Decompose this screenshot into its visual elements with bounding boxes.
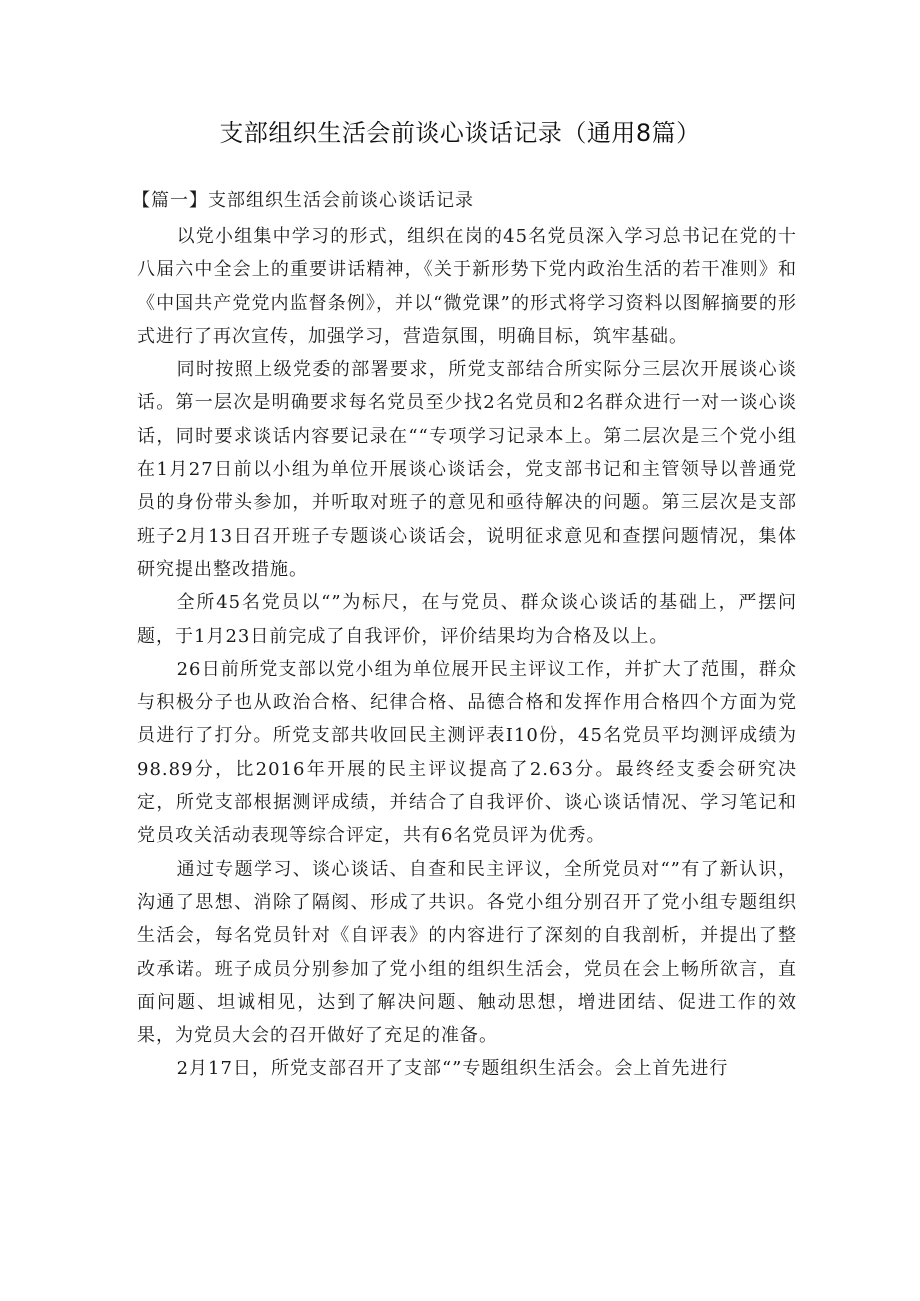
paragraph: 通过专题学习、谈心谈话、自查和民主评议，全所党员对“”有了新认识，沟通了思想、消除了隔阂、形成了共识。各党小组分别召开了党小组专题组织生活会，每名党员针对《自评表》的内容进行了深刻的自我剖析，并提出了整改承诺。班子成员分别参加了党小组的组织生活会，党员在会上畅所欲言，直面问题、坦诚相见，达到了解决问题、触动思想，增进团结、促进工作的效果，为党员大会的召开做好了充足的准备。 xyxy=(137,858,797,1047)
paragraph: 以党小组集中学习的形式，组织在岗的45名党员深入学习总书记在党的十八届六中全会上的重要讲话精神，《关于新形势下党内政治生活的若干准则》和《中国共产党党内监督条例》，并以“微党课”的形式将学习资料以图解摘要的形式进行了再次宣传，加强学习，营造氛围，明确目标，筑牢基础。 xyxy=(137,226,797,347)
paragraph: 全所45名党员以“”为标尺，在与党员、群众谈心谈话的基础上，严摆问题，于1月23日前完成了自我评价，评价结果均为合格及以上。 xyxy=(137,592,797,647)
document-body xyxy=(137,220,797,1086)
paragraph: 2月17日，所党支部召开了支部“”专题组织生活会。会上首先进行 xyxy=(176,1058,729,1080)
document-title: 支部组织生活会前谈心谈话记录（通用8篇） xyxy=(219,119,701,147)
section-heading: 【篇一】支部组织生活会前谈心谈话记录 xyxy=(132,190,474,211)
paragraph: 同时按照上级党委的部署要求，所党支部结合所实际分三层次开展谈心谈话。第一层次是明确要求每名党员至少找2名党员和2名群众进行一对一谈心谈话，同时要求谈话内容要记录在““专项学习记录本上。第二层次是三个党小组在1月27日前以小组为单位开展谈心谈话会，党支部书记和主管领导以普通党员的身份带头参加，并听取对班子的意见和亟待解决的问题。第三层次是支部班子2月13日召开班子专题谈心谈话会，说明征求意见和查摆问题情况，集体研究提出整改措施。 xyxy=(137,359,797,580)
paragraph: 26日前所党支部以党小组为单位展开民主评议工作，并扩大了范围，群众与积极分子也从政治合格、纪律合格、品德合格和发挥作用合格四个方面为党员进行了打分。所党支部共收回民主测评表I10份，45名党员平均测评成绩为98.89分，比2016年开展的民主评议提高了2.63分。最终经支委会研究决定，所党支部根据测评成绩，并结合了自我评价、谈心谈话情况、学习笔记和党员攻关活动表现等综合评定，共有6名党员评为优秀。 xyxy=(137,658,797,847)
